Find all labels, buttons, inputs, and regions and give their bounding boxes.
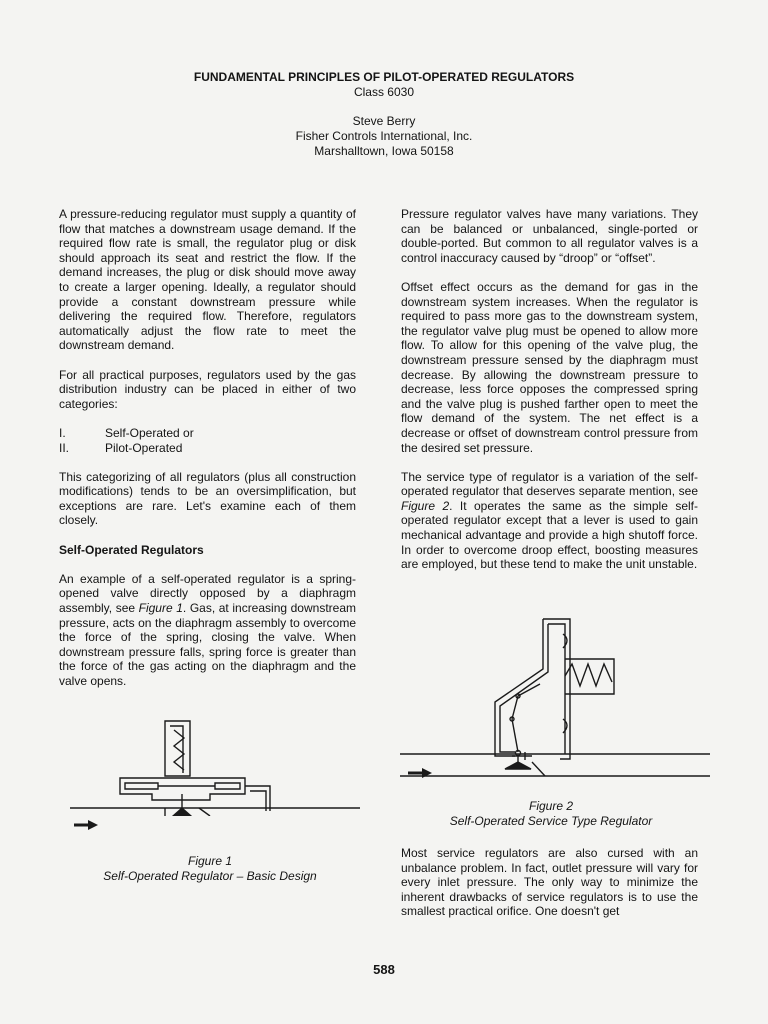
paragraph: A pressure-reducing regulator must supply a quantity of flow that matches a downstream usage demand. If the required flow rate is small, the regulator plug or disk should approach its seat and restrict the flow. If the demand increases, the plug or disk should move away to create a larger opening. Ideally, a regulator should provide a constant downstream pressure while delivering the required flow. Therefore, regulators automatically adjust the flow rate to meet the downstream demand. xyxy=(59,207,356,353)
paragraph: The service type of regulator is a variation of the self-operated regulator that deserves separate mention, see Figure 2. It operates the same as the simple self-operated regulator except that a lever is used to gain mechanical advantage and provide a high shutoff force. In order to overcome droop effect, boosting measures are employed, but these tend to make the unit unstable. xyxy=(401,469,698,572)
figure-2-caption xyxy=(401,799,701,829)
paragraph: Offset effect occurs as the demand for gas in the downstream system increases. When the regulator is required to pass more gas to the downstream system, the regulator valve plug must be opened to allow more flow. To allow for this opening of the valve plug, the downstream pressure sensed by the diaphragm must decrease. By allowing the downstream pressure to decrease, less force opposes the compressed spring and the valve plug is pushed farther open to meet the flow demand of the system. The net effect is a decrease or offset of downstream control pressure from the desired set pressure. xyxy=(401,279,698,455)
left-column xyxy=(59,207,356,703)
paragraph: Pressure regulator valves have many variations. They can be balanced or unbalanced, single-ported or double-ported. But common to all regulator valves is a control inaccuracy caused by “droop” or “offset”. xyxy=(401,207,698,265)
figure-1-diagram xyxy=(70,716,360,816)
paragraph: This categorizing of all regulators (plus all construction modifications) tends to be an oversimplification, but exceptions are rare. Let's examine each of them closely. xyxy=(59,469,356,528)
author-company: Fisher Controls International, Inc. xyxy=(295,129,473,143)
paragraph: An example of a self-operated regulator is a spring-opened valve directly opposed by a diaphragm assembly, see Figure 1. Gas, at increasing downstream pressure, acts on the diaphragm assembly to overcome the force of the spring, closing the valve. When downstream pressure falls, spring force is greater than the force of the gas acting on the diaphragm and the valve opens. xyxy=(59,571,356,688)
figure-label: Figure 1 xyxy=(187,854,233,868)
author-location: Marshalltown, Iowa 50158 xyxy=(314,144,454,158)
figure-label: Figure 2 xyxy=(528,799,574,813)
list-item: II. Pilot-Operated xyxy=(59,440,183,455)
document-header xyxy=(0,70,768,159)
paragraph: For all practical purposes, regulators used by the gas distribution industry can be placed in either of two categories: xyxy=(59,367,356,411)
document-title: FUNDAMENTAL PRINCIPLES OF PILOT-OPERATED REGULATORS xyxy=(193,70,575,84)
figure-2-diagram xyxy=(400,614,710,784)
flow-arrow-icon xyxy=(74,820,98,830)
section-heading: Self-Operated Regulators xyxy=(59,542,204,557)
author-name: Steve Berry xyxy=(352,114,416,128)
page-number: 588 xyxy=(373,962,395,977)
figure-reference: Figure 2 xyxy=(401,498,450,513)
category-list xyxy=(59,426,356,455)
class-number: Class 6030 xyxy=(353,85,415,99)
list-item: I. Self-Operated or xyxy=(59,425,194,440)
figure-reference: Figure 1 xyxy=(138,601,183,616)
flow-arrow-icon xyxy=(408,768,432,778)
figure-caption: Self-Operated Regulator – Basic Design xyxy=(103,869,317,883)
figure-1-caption xyxy=(60,854,360,884)
figure-caption: Self-Operated Service Type Regulator xyxy=(449,814,653,828)
right-column xyxy=(401,207,698,586)
paragraph: Most service regulators are also cursed with an unbalance problem. In fact, outlet pressure will vary for every inlet pressure. The only way to minimize the inherent drawbacks of service regulators is to use the smallest practical orifice. One doesn't get xyxy=(401,846,698,919)
